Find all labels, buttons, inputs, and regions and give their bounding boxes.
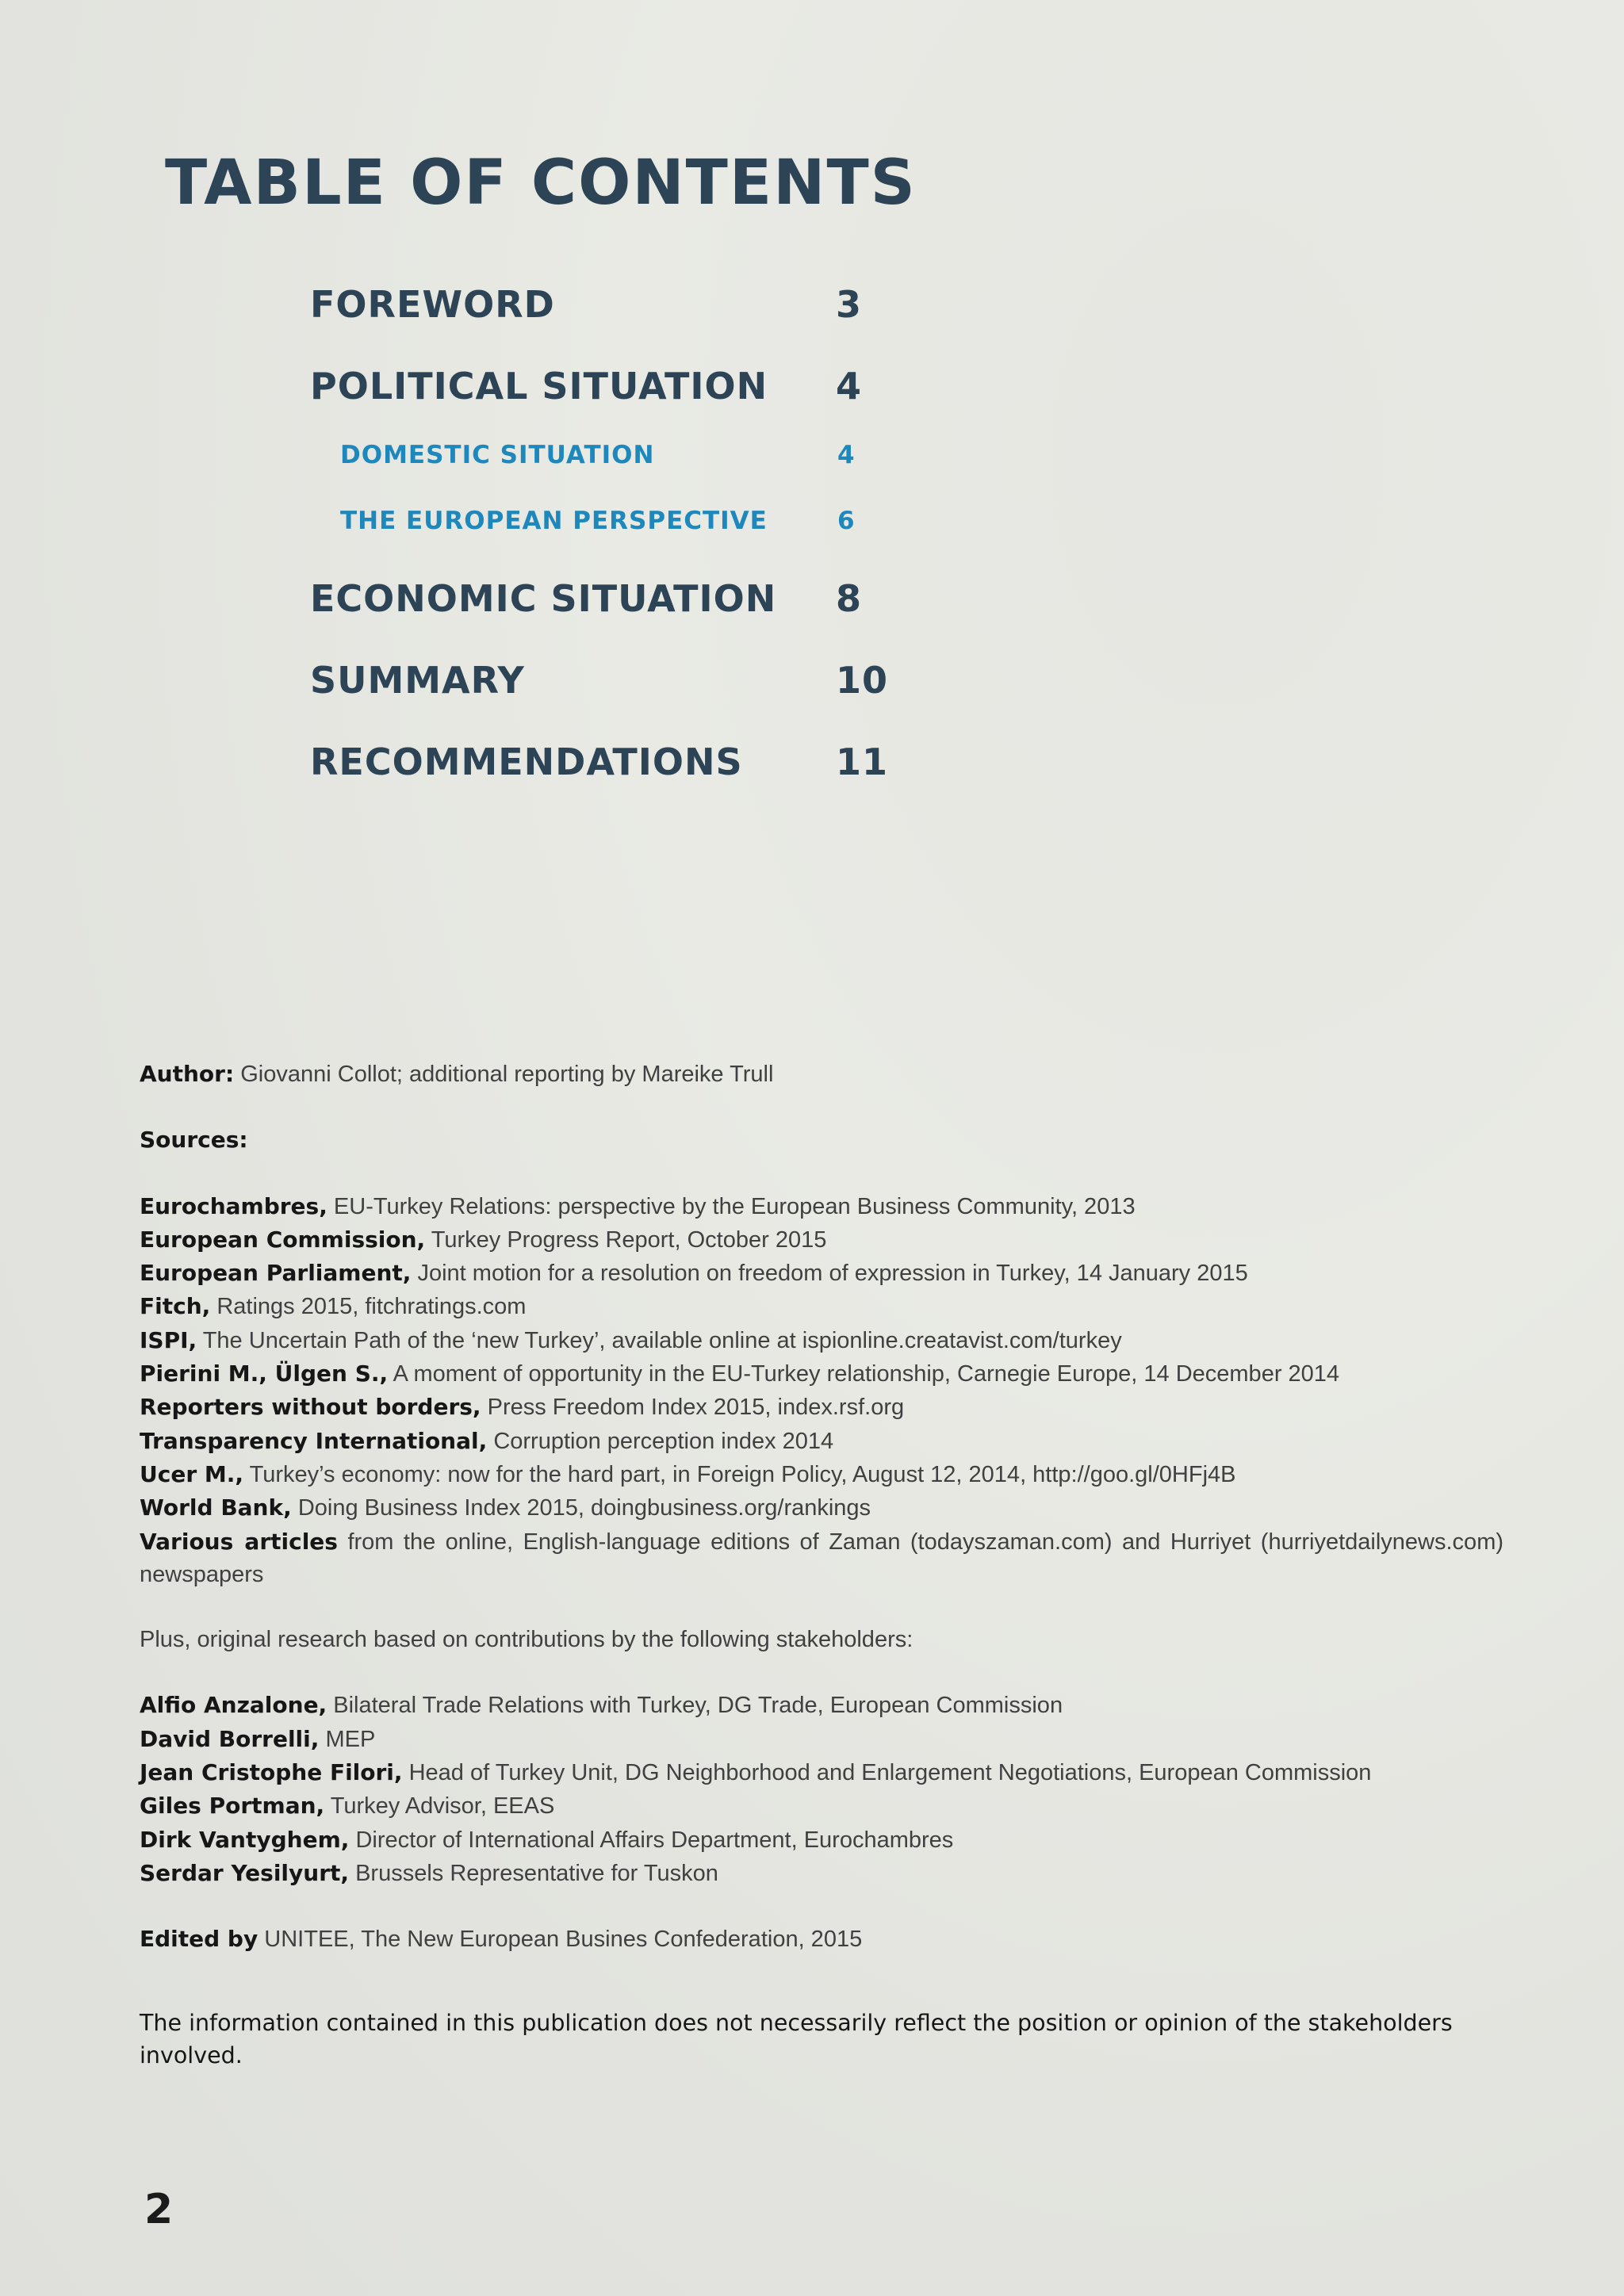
- stakeholder-entry: David Borrelli, MEP: [140, 1725, 376, 1752]
- toc-title: TABLE OF CONTENTS: [165, 147, 917, 219]
- toc-entry-label: RECOMMENDATIONS: [310, 740, 743, 783]
- edited-by-line: [140, 1923, 1503, 1956]
- stakeholder-entry: Giles Portman, Turkey Advisor, EEAS: [140, 1793, 555, 1820]
- edited-by-label: Edited by: [140, 1926, 259, 1953]
- source-entry: Eurochambres, EU-Turkey Relations: perspective by the European Business Community, 2013: [140, 1192, 1136, 1219]
- author-label: Author:: [140, 1061, 235, 1087]
- disclaimer: The information contained in this publication does not necessarily reflect the position or opinion of the stakeholders involved.: [140, 2010, 1453, 2068]
- toc-entry-page: 8: [836, 577, 863, 620]
- edited-by-text: UNITEE, The New European Busines Confederation, 2015: [264, 1927, 863, 1953]
- author-line: [140, 1058, 1503, 1091]
- credits-block: [140, 1058, 1503, 1957]
- toc-entry-label: THE EUROPEAN PERSPECTIVE: [340, 507, 768, 535]
- stakeholder-entry: Serdar Yesilyurt, Brussels Representative for Tuskon: [140, 1859, 718, 1886]
- toc-entry-page: 11: [836, 740, 889, 783]
- stakeholder-entry: Dirk Vantyghem, Director of International Affairs Department, Eurochambres: [140, 1826, 954, 1853]
- source-entry: Reporters without borders, Press Freedom Index 2015, index.rsf.org: [140, 1394, 905, 1421]
- source-entry: Fitch, Ratings 2015, fitchratings.com: [140, 1293, 527, 1320]
- stakeholders-intro: Plus, original research based on contributions by the following stakeholders:: [140, 1627, 914, 1653]
- toc-entry-label: ECONOMIC SITUATION: [310, 577, 777, 620]
- source-entry: European Parliament, Joint motion for a resolution on freedom of expression in Turkey, 14 January 2015: [140, 1260, 1248, 1287]
- author-text: Giovanni Collot; additional reporting by Mareike Trull: [240, 1062, 774, 1087]
- page-number: 2: [144, 2186, 174, 2233]
- toc-entry-label: DOMESTIC SITUATION: [340, 441, 655, 469]
- source-entry: Various articles from the online, English-language editions of Zaman (todayszaman.com) and Hurriyet (hurriyetdailynews.com) newspapers: [140, 1528, 1504, 1587]
- source-entry: World Bank, Doing Business Index 2015, doingbusiness.org/rankings: [140, 1494, 871, 1521]
- toc-entry-page: 3: [836, 283, 863, 326]
- source-entry: Transparency International, Corruption perception index 2014: [140, 1427, 834, 1454]
- sources-heading: Sources:: [140, 1127, 248, 1154]
- toc-entry-label: FOREWORD: [310, 283, 555, 326]
- toc-entry-page: 6: [837, 507, 855, 535]
- stakeholder-entry: Alfio Anzalone, Bilateral Trade Relations with Turkey, DG Trade, European Commission: [140, 1692, 1063, 1719]
- toc-entry-label: POLITICAL SITUATION: [310, 365, 768, 408]
- source-entry: Ucer M., Turkey’s economy: now for the hard part, in Foreign Policy, August 12, 2014, http://goo.gl/0HFj4B: [140, 1460, 1236, 1487]
- source-entry: European Commission, Turkey Progress Report, October 2015: [140, 1226, 827, 1253]
- toc-entry-page: 10: [836, 659, 889, 702]
- source-entry: Pierini M., Ülgen S., A moment of opportunity in the EU-Turkey relationship, Carnegie Europe, 14 December 2014: [140, 1360, 1340, 1387]
- toc-entry-page: 4: [837, 441, 855, 469]
- source-entry: ISPI, The Uncertain Path of the ‘new Turkey’, available online at ispionline.creatavist.com/turkey: [140, 1326, 1122, 1353]
- toc-entry-label: SUMMARY: [310, 659, 525, 702]
- toc-entry-page: 4: [836, 365, 863, 408]
- stakeholder-entry: Jean Cristophe Filori, Head of Turkey Unit, DG Neighborhood and Enlargement Negotiations, European Commission: [140, 1759, 1372, 1786]
